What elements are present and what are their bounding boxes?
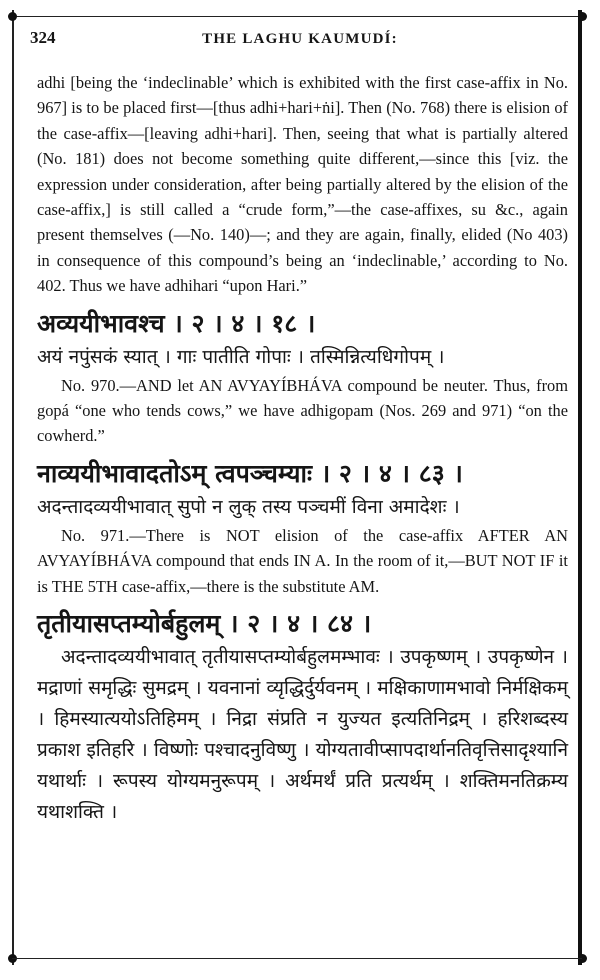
paragraph-continuation: adhi [being the ‘indeclinable’ which is exhibited with the first case-affix in No. 967] is to be placed first—[thus adhi+hari+ṅi]. Then (No. 768) there is elision of the case-affix—[leaving adhi+hari]. Then, seeing that what is partially altered (No. 181) does not become something quite different,—since this [viz. the expression under consideration, after being partially altered by the elision of the case-affix,] is still called a “crude form,”—the case-affixes, su &c., again present themselves (—No. 140)—; and they are again, finally, elided (No 403) in consequence of this compound’s being an ‘indeclinable,’ according to No. 402. Thus we have adhihari “upon Hari.”: [37, 73, 568, 296]
sutra-2-4-83: नाव्ययीभावादतोऽम् त्वपञ्चम्याः । २ । ४ । ८३ ।: [37, 458, 463, 488]
page-number: 324: [30, 28, 56, 47]
sutra-2-4-18: अव्ययीभावश्च । २ । ४ । १८ ।: [37, 308, 316, 338]
sutra-2-4-84: तृतीयासप्तम्योर्बहुलम् । २ । ४ । ८४ ।: [37, 609, 372, 639]
page-header: [30, 28, 570, 52]
top-rule: [12, 16, 582, 17]
corner-ornament: [578, 12, 587, 21]
commentary-2-4-84: अदन्तादव्ययीभावात् तृतीयासप्तम्योर्बहुलमम्भावः । उपकृष्णम् । उपकृष्णेन । मद्राणां समृद्धिः सुमद्रम् । यवनानां व्यृद्धिर्दुर्यवनम् । मक्षिकाणामभावो निर्मक्षिकम् । हिमस्यात्ययोऽतिहिमम् । निद्रा संप्रति न युज्यत इत्यतिनिद्रम् । हरिशब्दस्य प्रकाश इतिहरि । विष्णोः पश्चादनुविष्णु । योग्यतावीप्सापदार्थानतिवृत्तिसादृश्यानि यथार्थाः । रूपस्य योग्यमनुरूपम् । अर्थमर्थं प्रति प्रत्यर्थम् । शक्तिमनतिक्रम्य यथाशक्ति ।: [37, 646, 568, 824]
bottom-rule: [12, 958, 582, 959]
commentary-2-4-83: अदन्तादव्ययीभावात् सुपो न लुक् तस्य पञ्चमीं विना अमादेशः ।: [37, 495, 460, 518]
corner-ornament: [8, 12, 17, 21]
paragraph-no-971: No. 971.—There is NOT elision of the case-affix AFTER AN AVYAYÍBHÁVA compound that ends IN A. In the room of it,—BUT NOT IF it is THE 5TH case-affix,—there is the substitute AM.: [37, 525, 568, 596]
paragraph-no-970: No. 970.—AND let AN AVYAYÍBHÁVA compound be neuter. Thus, from gopá “one who tends cows,” we have adhigopam (Nos. 269 and 971) “on the cowherd.”: [37, 375, 568, 446]
running-title: THE LAGHU KAUMUDÍ:: [202, 31, 398, 47]
page-body: [37, 70, 568, 828]
commentary-2-4-18: अयं नपुंसकं स्यात् । गाः पातीति गोपाः । तस्मिन्नित्यधिगोपम् ।: [37, 345, 445, 368]
